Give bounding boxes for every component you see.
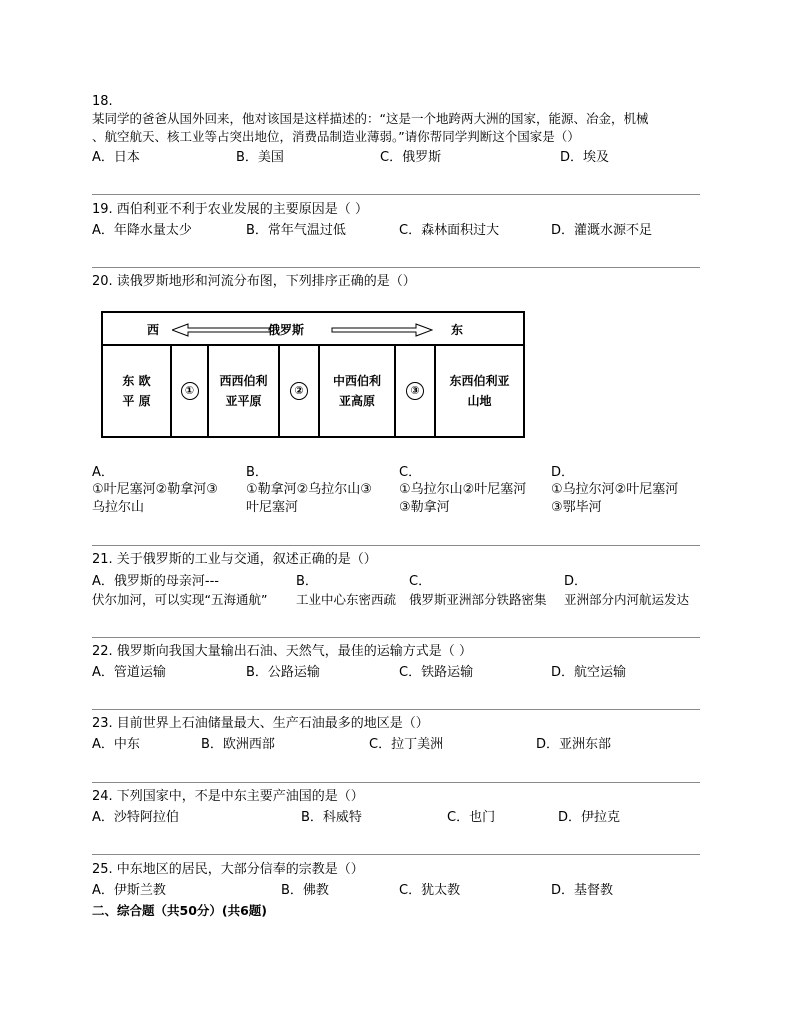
diagram-direction-row: [103, 313, 523, 346]
q20-option-a-line2: 乌拉尔山: [92, 500, 145, 515]
q21-option-a-letter[interactable]: A．俄罗斯的母亲河---: [92, 574, 219, 589]
q21-option-d-text: 亚洲部分内河航运发达: [564, 592, 690, 607]
divider: [92, 854, 700, 855]
russia-label: 俄罗斯: [268, 323, 305, 337]
q21-option-b-letter[interactable]: B．: [296, 574, 318, 589]
q21-option-d-letter[interactable]: D．: [564, 574, 588, 589]
q25-stem: 25. 中东地区的居民，大部分信奉的宗教是（）: [92, 862, 364, 877]
cell-river-2: ②: [280, 346, 320, 436]
q20-option-d-line2: ③鄂毕河: [551, 500, 602, 515]
q19-option-a[interactable]: A．年降水量太少: [92, 223, 192, 238]
q20-option-c-letter[interactable]: C．: [399, 465, 422, 480]
q21-stem: 21. 关于俄罗斯的工业与交通，叙述正确的是（）: [92, 552, 377, 567]
q24-option-b[interactable]: B．科威特: [301, 810, 362, 825]
divider: [92, 194, 700, 195]
q22-option-c[interactable]: C．铁路运输: [399, 665, 474, 680]
divider: [92, 545, 700, 546]
q19-option-d[interactable]: D．灌溉水源不足: [551, 223, 653, 238]
q22-option-a[interactable]: A．管道运输: [92, 665, 166, 680]
q20-option-b-line2: 叶尼塞河: [246, 500, 299, 515]
q18-number: 18.: [92, 94, 113, 109]
east-arrow-icon: [331, 323, 433, 337]
q25-option-d[interactable]: D．基督教: [551, 883, 614, 898]
q24-option-a[interactable]: A．沙特阿拉伯: [92, 810, 179, 825]
cell-central-siberian-plateau: 中西伯利 亚高原: [320, 346, 396, 436]
q21-option-c-letter[interactable]: C．: [409, 574, 432, 589]
q22-option-d[interactable]: D．航空运输: [551, 665, 627, 680]
q20-option-c-line1: ①乌拉尔山②叶尼塞河: [399, 482, 527, 497]
q18-option-c[interactable]: C．俄罗斯: [380, 150, 442, 165]
q25-option-b[interactable]: B．佛教: [281, 883, 329, 898]
q20-option-c-line2: ③勒拿河: [399, 500, 450, 515]
q21-option-a-text: 伏尔加河，可以实现“五海通航”: [92, 592, 268, 607]
q23-option-b[interactable]: B．欧洲西部: [201, 737, 275, 752]
q19-stem: 19. 西伯利亚不利于农业发展的主要原因是（ ）: [92, 202, 368, 217]
west-label: 西: [147, 323, 160, 337]
q23-option-c[interactable]: C．拉丁美洲: [369, 737, 444, 752]
q20-option-d-line1: ①乌拉尔河②叶尼塞河: [551, 482, 679, 497]
divider: [92, 782, 700, 783]
q24-option-c[interactable]: C．也门: [447, 810, 496, 825]
divider: [92, 637, 700, 638]
q19-option-b[interactable]: B．常年气温过低: [246, 223, 346, 238]
q19-option-c[interactable]: C．森林面积过大: [399, 223, 500, 238]
divider: [92, 267, 700, 268]
q22-stem: 22. 俄罗斯向我国大量输出石油、天然气，最佳的运输方式是（ ）: [92, 644, 472, 659]
q21-option-c-text: 俄罗斯亚洲部分铁路密集: [409, 592, 547, 607]
q20-option-a-letter[interactable]: A．: [92, 465, 114, 480]
q24-option-d[interactable]: D．伊拉克: [558, 810, 621, 825]
cell-river-3: ③: [396, 346, 436, 436]
q21-option-b-text: 工业中心东密西疏: [296, 592, 397, 607]
q20-option-b-letter[interactable]: B．: [246, 465, 268, 480]
q18-stem-line1: 某同学的爸爸从国外回来，他对该国是这样描述的：“这是一个地跨两大洲的国家，能源、冶金，机械: [92, 111, 649, 126]
q25-option-a[interactable]: A．伊斯兰教: [92, 883, 166, 898]
q18-stem-line2: 、航空航天、核工业等占突出地位，消费品制造业薄弱。”请你帮同学判断这个国家是（）: [92, 129, 580, 144]
q25-option-c[interactable]: C．犹太教: [399, 883, 461, 898]
q23-option-a[interactable]: A．中东: [92, 737, 140, 752]
q18-option-b[interactable]: B．美国: [236, 150, 284, 165]
q23-option-d[interactable]: D．亚洲东部: [536, 737, 612, 752]
q18-option-a[interactable]: A．日本: [92, 150, 140, 165]
q20-stem: 20. 读俄罗斯地形和河流分布图，下列排序正确的是（）: [92, 274, 416, 289]
divider: [92, 709, 700, 710]
q24-stem: 24. 下列国家中，不是中东主要产油国的是（）: [92, 789, 364, 804]
cell-east-european-plain: 东 欧 平 原: [103, 346, 172, 436]
q20-option-d-letter[interactable]: D．: [551, 465, 575, 480]
q20-option-b-line1: ①勒拿河②乌拉尔山③: [246, 482, 372, 497]
section-2-heading: 二、综合题（共50分）(共6题): [92, 903, 268, 918]
q23-stem: 23. 目前世界上石油储量最大、生产石油最多的地区是（）: [92, 716, 429, 731]
q18-option-d[interactable]: D．埃及: [560, 150, 610, 165]
cell-west-siberian-plain: 西西伯利 亚平原: [209, 346, 280, 436]
west-arrow-icon: [172, 323, 272, 337]
cell-east-siberian-mountains: 东西伯利亚 山地: [449, 374, 510, 408]
q20-option-a-line1: ①叶尼塞河②勒拿河③: [92, 482, 218, 497]
q22-option-b[interactable]: B．公路运输: [246, 665, 320, 680]
russia-terrain-river-diagram: [101, 311, 525, 438]
cell-river-1: ①: [172, 346, 209, 436]
east-label: 东: [451, 323, 464, 337]
